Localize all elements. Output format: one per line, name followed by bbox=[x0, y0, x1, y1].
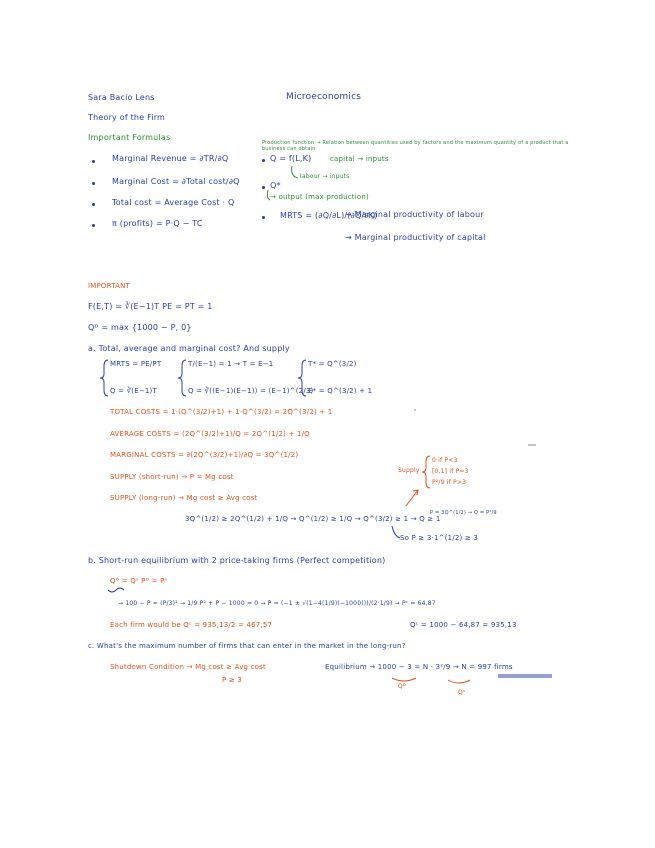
author-name: Sara Bacio Lens bbox=[88, 93, 155, 102]
equilibrium-condition: Qᴰ = Qˢ Pᴰ = Pˢ bbox=[110, 577, 168, 585]
mrts-formula: MRTS = (∂Q/∂L)/(∂Q/∂K) bbox=[280, 211, 378, 220]
question-c: c. What's the maximum number of firms that can enter in the market in the long-run? bbox=[88, 642, 406, 650]
brace bbox=[100, 360, 108, 396]
market-quantity: Qᶜ = 1000 − 64,87 = 935,13 bbox=[410, 621, 517, 629]
supply-label: Supply bbox=[398, 467, 420, 474]
mpl-note: → Marginal productivity of labour bbox=[345, 210, 484, 219]
price-note: P = 3Q^(1/2) → Q = P²/9 bbox=[430, 510, 497, 516]
production-function: Q = f(L,K) bbox=[270, 154, 312, 163]
system3-line2: E* = Q^(3/2) + 1 bbox=[308, 387, 373, 395]
formulas-heading: Important Formulas bbox=[88, 133, 171, 142]
important-heading: IMPORTANT bbox=[88, 282, 131, 290]
topic-title: Theory of the Firm bbox=[88, 113, 166, 122]
question-b: b. Short-run equilibrium with 2 price-taking firms (Perfect competition) bbox=[88, 556, 386, 565]
arrow bbox=[267, 190, 270, 200]
underline bbox=[108, 588, 124, 592]
supply-case-2: [0,1] if P=3 bbox=[432, 468, 469, 475]
shutdown-condition: Shutdown Condition → Mg cost ≥ Avg cost bbox=[110, 663, 266, 671]
average-costs: AVERAGE COSTS = (2Q^(3/2)+1)/Q = 2Q^(1/2) + 1/Q bbox=[110, 430, 310, 438]
system1-line1: MRTS = PE/PT bbox=[110, 360, 162, 368]
brace bbox=[422, 456, 430, 488]
system2-line1: T/(E−1) = 1 → T = E−1 bbox=[188, 360, 274, 368]
brace bbox=[178, 360, 186, 396]
formula-marginal-cost: Marginal Cost = ∂Total cost/∂Q bbox=[112, 177, 240, 186]
mpk-note: → Marginal productivity of capital bbox=[345, 233, 486, 242]
qd-label: Qᴰ bbox=[398, 683, 407, 690]
supply-long-run: SUPPLY (long-run) → Mg cost ≥ Avg cost bbox=[110, 494, 258, 502]
brace bbox=[298, 360, 306, 396]
price-bound: P ≥ 3 bbox=[222, 676, 242, 684]
system1-line2: Q = ∛(E−1)T bbox=[110, 387, 157, 395]
demand-fn: Qᴰ = max {1000 − P, 0} bbox=[88, 323, 192, 332]
labour-note: labour → inputs bbox=[300, 173, 350, 180]
long-run-equilibrium: Equilibrium → 1000 − 3 = N · 3²/9 → N = 997 firms bbox=[325, 663, 513, 671]
total-costs: TOTAL COSTS = 1·(Q^(3/2)+1) + 1·Q^(3/2) = 2Q^(3/2) + 1 bbox=[110, 408, 333, 416]
supply-case-3: P²/9 if P>3 bbox=[432, 479, 467, 486]
arrow bbox=[392, 526, 400, 538]
brace bbox=[392, 678, 416, 681]
so-note: So P ≥ 3·1^(1/2) ≥ 3 bbox=[400, 534, 478, 542]
question-a: a. Total, average and marginal cost? And supply bbox=[88, 344, 290, 353]
capital-note: capital → inputs bbox=[330, 155, 389, 163]
system2-line2: Q = ∛((E−1)(E−1)) = (E−1)^(2/3) bbox=[188, 387, 314, 395]
marginal-costs: MARGINAL COSTS = ∂(2Q^(3/2)+1)/∂Q = 3Q^(1/2) bbox=[110, 451, 299, 459]
system3-line1: T* = Q^(3/2) bbox=[308, 360, 357, 368]
supply-case-1: 0 if P<3 bbox=[432, 457, 458, 464]
qs-label: Qˢ bbox=[458, 689, 466, 696]
arrow bbox=[292, 166, 298, 178]
production-fn: F(E,T) = ∛(E−1)T PE = PT = 1 bbox=[88, 302, 213, 311]
formula-total-cost: Total cost = Average Cost · Q bbox=[112, 198, 235, 207]
arrow bbox=[406, 490, 418, 506]
each-firm: Each firm would be Qᶜ = 935,13/2 = 467,57 bbox=[110, 621, 273, 629]
production-note: Production function → Relation between quantities used by factors and the maximum quantity of a product that a business can obtain bbox=[262, 140, 569, 152]
brace bbox=[448, 680, 470, 683]
formula-profit: π (profits) = P·Q − TC bbox=[112, 219, 203, 228]
page-title: Microeconomics bbox=[286, 92, 362, 102]
q-star: Q* bbox=[270, 181, 281, 190]
supply-short-run: SUPPLY (short-run) → P = Mg cost bbox=[110, 473, 234, 481]
equilibrium-derivation: → 100 − P = (P/3)² → 1/9 P² + P − 1000 = 0 → P = (−1 ± √(1−4(1/9)(−1000)))/(2·1/9) → Pᶜ = 64,87 bbox=[118, 600, 436, 607]
inequality-derivation: 3Q^(1/2) ≥ 2Q^(1/2) + 1/Q → Q^(1/2) ≥ 1/Q → Q^(3/2) ≥ 1 → Q ≥ 1 bbox=[185, 515, 441, 523]
formula-marginal-revenue: Marginal Revenue = ∂TR/∂Q bbox=[112, 154, 229, 163]
output-note: → output (max production) bbox=[270, 193, 369, 201]
